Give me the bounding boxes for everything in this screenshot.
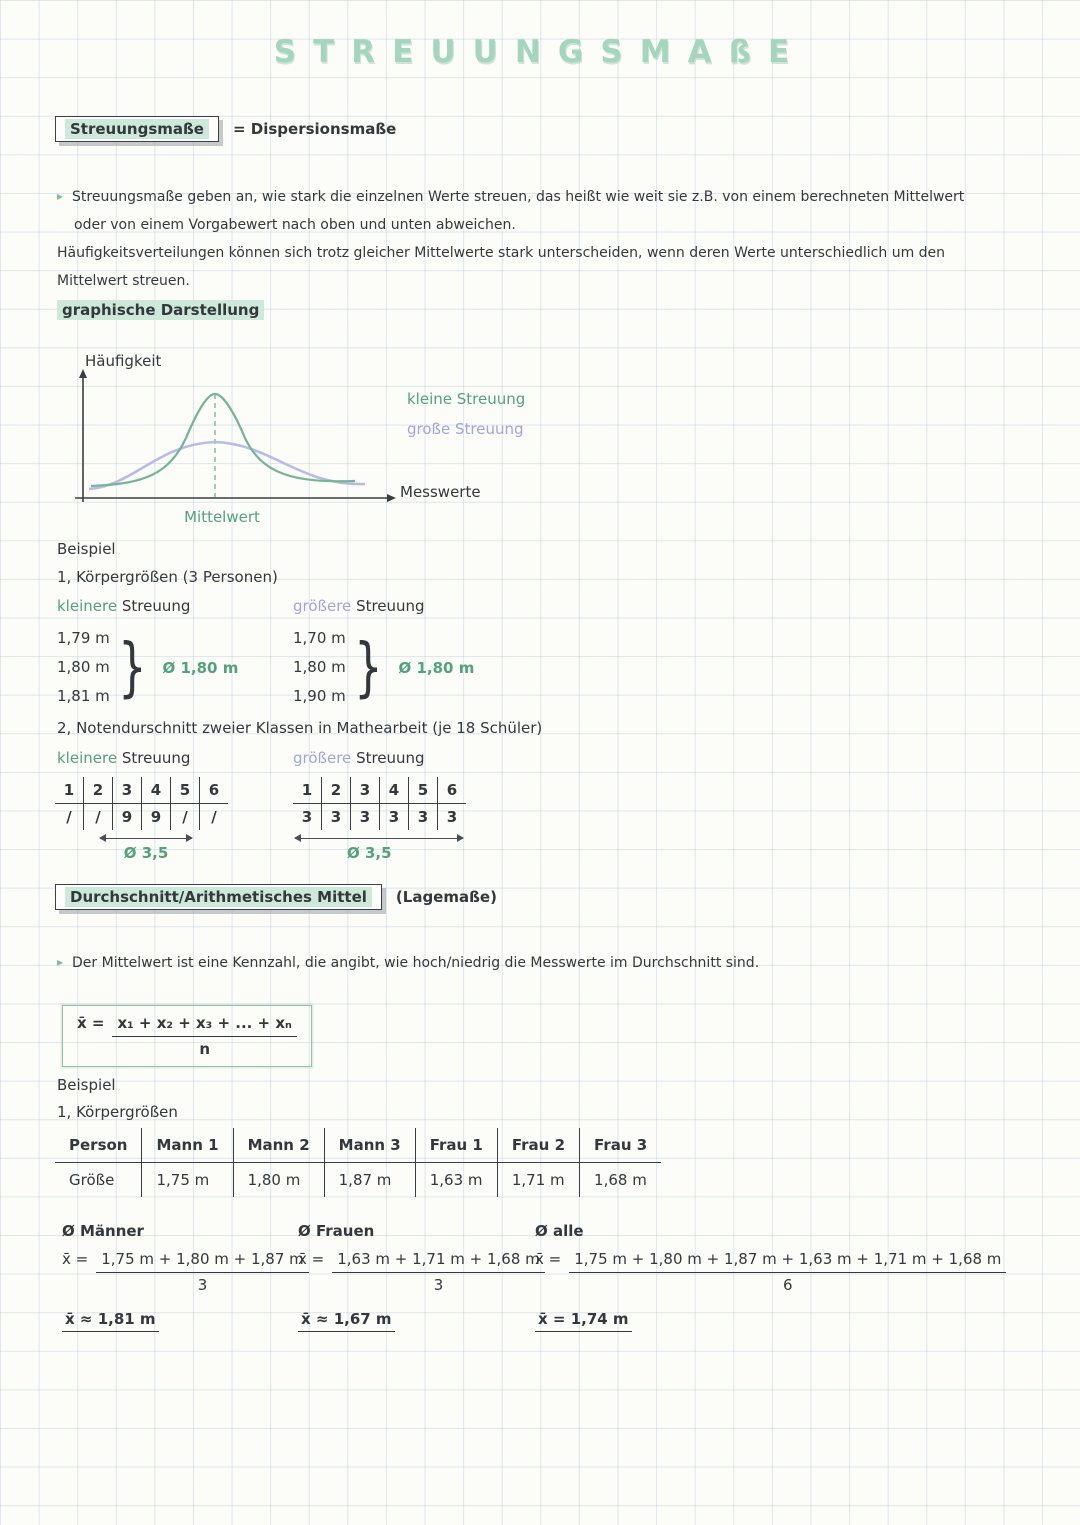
bullet-arrow-icon: ▸ bbox=[57, 189, 64, 203]
grades-count-row bbox=[293, 804, 466, 831]
calc-lhs: x̄ = bbox=[298, 1250, 325, 1268]
count-cell: 3 bbox=[380, 804, 409, 831]
average-left: Ø 1,80 m bbox=[162, 658, 239, 677]
calc-numerator: 1,63 m + 1,71 m + 1,68 m bbox=[332, 1250, 545, 1273]
grade-cell: 2 bbox=[84, 777, 113, 804]
height-value: 1,70 m bbox=[293, 629, 346, 647]
grade-cell: 6 bbox=[438, 777, 467, 804]
person-header: Mann 2 bbox=[233, 1128, 324, 1163]
example1-item1-title: 1, Körpergrößen (3 Personen) bbox=[57, 568, 278, 586]
brace-glyph: } bbox=[117, 630, 147, 705]
brace-glyph: } bbox=[353, 630, 383, 705]
calc-denominator: 3 bbox=[197, 1276, 208, 1294]
count-cell: 3 bbox=[438, 804, 467, 831]
x-axis-arrowhead bbox=[387, 494, 396, 502]
label-small-spread-1: kleinere Streuung bbox=[57, 597, 191, 615]
y-axis-label: Häufigkeit bbox=[85, 352, 162, 370]
grade-average-right: Ø 3,5 bbox=[347, 844, 392, 862]
grades-table-right bbox=[293, 777, 466, 830]
height-cell: 1,75 m bbox=[142, 1163, 233, 1198]
para2-line1: Häufigkeitsverteilungen können sich trotz gleicher Mittelwerte stark unterscheiden, wenn deren Werte unterschiedlich um den bbox=[57, 245, 946, 261]
label-large-spread-2: größere Streuung bbox=[293, 749, 425, 767]
calc-title: Ø Frauen bbox=[298, 1222, 375, 1240]
grade-cell: 5 bbox=[171, 777, 200, 804]
section2-heading-box bbox=[55, 884, 382, 910]
count-cell: 3 bbox=[409, 804, 438, 831]
mean-label: Mittelwert bbox=[184, 508, 260, 526]
section1-heading: Streuungsmaße bbox=[65, 119, 209, 139]
calc-result: x̄ ≈ 1,81 m bbox=[62, 1310, 159, 1332]
person-header: Frau 3 bbox=[580, 1128, 662, 1163]
height-cell: 1,80 m bbox=[233, 1163, 324, 1198]
calc-denominator: 3 bbox=[433, 1276, 444, 1294]
calc-men bbox=[62, 1222, 309, 1332]
section2-heading: Durchschnitt/Arithmetisches Mittel bbox=[65, 887, 372, 907]
grades-header-row bbox=[293, 777, 466, 804]
section1-heading-box bbox=[55, 116, 219, 142]
height-cell: 1,71 m bbox=[497, 1163, 579, 1198]
section1-heading-suffix: = Dispersionsmaße bbox=[232, 120, 397, 138]
calc-women bbox=[298, 1222, 545, 1332]
section2-paragraph bbox=[57, 948, 1047, 977]
calc-lhs: x̄ = bbox=[62, 1250, 89, 1268]
grade-cell: 4 bbox=[142, 777, 171, 804]
calc-numerator: 1,75 m + 1,80 m + 1,87 m + 1,63 m + 1,71 m + 1,68 m bbox=[569, 1250, 1006, 1273]
height-value: 1,81 m bbox=[57, 687, 110, 705]
y-axis-arrowhead bbox=[79, 369, 87, 378]
grade-cell: 3 bbox=[351, 777, 380, 804]
height-value: 1,80 m bbox=[293, 658, 346, 676]
persons-header-row bbox=[55, 1128, 661, 1163]
calc-result: x̄ = 1,74 m bbox=[535, 1310, 632, 1332]
example2-item1-title: 1, Körpergrößen bbox=[57, 1103, 178, 1121]
grades-table-left bbox=[55, 777, 228, 830]
height-values-left bbox=[57, 624, 110, 711]
calc-equation bbox=[535, 1250, 1006, 1294]
average-right: Ø 1,80 m bbox=[398, 658, 475, 677]
calc-lhs: x̄ = bbox=[535, 1250, 562, 1268]
height-cell: 1,87 m bbox=[324, 1163, 415, 1198]
count-cell: / bbox=[171, 804, 200, 831]
person-header: Person bbox=[55, 1128, 142, 1163]
height-cell: 1,68 m bbox=[580, 1163, 662, 1198]
calc-equation bbox=[298, 1250, 545, 1294]
section2-heading-row bbox=[55, 884, 497, 910]
grades-header-row bbox=[55, 777, 228, 804]
row-label: Größe bbox=[69, 1171, 115, 1189]
label-large-spread-1: größere Streuung bbox=[293, 597, 425, 615]
double-arrow-icon bbox=[100, 838, 192, 839]
count-cell: 9 bbox=[113, 804, 142, 831]
grade-cell: 1 bbox=[293, 777, 322, 804]
distribution-figure bbox=[55, 338, 705, 538]
legend-small-spread: kleine Streuung bbox=[407, 390, 526, 408]
grade-cell: 1 bbox=[55, 777, 84, 804]
para1-line2: oder von einem Vorgabewert nach oben und unten abweichen. bbox=[74, 217, 516, 233]
grade-cell: 6 bbox=[200, 777, 229, 804]
count-cell: 3 bbox=[351, 804, 380, 831]
calc-fraction bbox=[96, 1250, 309, 1294]
grade-cell: 2 bbox=[322, 777, 351, 804]
avg-arrow-left-group bbox=[100, 832, 192, 862]
calc-result: x̄ ≈ 1,67 m bbox=[298, 1310, 395, 1332]
calc-all bbox=[535, 1222, 1006, 1332]
para2-line2: Mittelwert streuen. bbox=[57, 273, 190, 289]
formula-fraction bbox=[112, 1014, 296, 1058]
grade-cell: 5 bbox=[409, 777, 438, 804]
section1-heading-row bbox=[55, 116, 396, 142]
page-title: STREUUNGSMAßE bbox=[273, 34, 807, 70]
person-header: Mann 3 bbox=[324, 1128, 415, 1163]
mean-formula-box bbox=[62, 1005, 312, 1067]
avg-arrow-right-group bbox=[295, 832, 463, 862]
bullet-arrow-icon: ▸ bbox=[57, 955, 64, 969]
formula-denominator: n bbox=[199, 1040, 210, 1058]
calc-title: Ø Männer bbox=[62, 1222, 144, 1240]
label-small-spread-2: kleinere Streuung bbox=[57, 749, 191, 767]
persons-table bbox=[55, 1128, 661, 1197]
para1-line1: Streuungsmaße geben an, wie stark die einzelnen Werte streuen, das heißt wie weit sie z.B. von einem berechneten Mittelwert bbox=[72, 189, 965, 205]
legend-large-spread: große Streuung bbox=[407, 420, 524, 438]
x-axis-label: Messwerte bbox=[400, 483, 481, 501]
calc-title: Ø alle bbox=[535, 1222, 584, 1240]
persons-value-row bbox=[55, 1163, 661, 1198]
height-value: 1,90 m bbox=[293, 687, 346, 705]
person-header: Mann 1 bbox=[142, 1128, 233, 1163]
grade-average-left: Ø 3,5 bbox=[123, 844, 169, 862]
height-values-right bbox=[293, 624, 346, 711]
count-cell: / bbox=[66, 808, 72, 826]
distribution-chart bbox=[63, 366, 453, 526]
count-cell: 9 bbox=[142, 804, 171, 831]
count-cell: 3 bbox=[301, 808, 313, 826]
formula-numerator: x₁ + x₂ + x₃ + ... + xₙ bbox=[112, 1014, 296, 1037]
calc-equation bbox=[62, 1250, 309, 1294]
heights-left-group bbox=[57, 624, 238, 711]
double-arrow-icon bbox=[295, 838, 463, 839]
section2-heading-suffix: (Lagemaße) bbox=[395, 888, 497, 906]
count-cell: 3 bbox=[322, 804, 351, 831]
intro-paragraphs bbox=[57, 182, 1047, 295]
formula-lhs: x̄ = bbox=[77, 1014, 105, 1032]
person-header: Frau 2 bbox=[497, 1128, 579, 1163]
calc-denominator: 6 bbox=[783, 1276, 793, 1294]
count-cell: / bbox=[84, 804, 113, 831]
graph-section-heading: graphische Darstellung bbox=[57, 301, 264, 319]
person-header: Frau 1 bbox=[415, 1128, 497, 1163]
count-cell: / bbox=[200, 804, 229, 831]
grade-cell: 4 bbox=[380, 777, 409, 804]
example1-item2-title: 2, Notendurschnitt zweier Klassen in Mathearbeit (je 18 Schüler) bbox=[57, 719, 543, 737]
calc-fraction bbox=[332, 1250, 545, 1294]
grade-cell: 3 bbox=[113, 777, 142, 804]
calc-fraction bbox=[569, 1250, 1006, 1294]
height-value: 1,80 m bbox=[57, 658, 110, 676]
mean-definition-text: Der Mittelwert ist eine Kennzahl, die angibt, wie hoch/niedrig die Messwerte im Durchschnitt sind. bbox=[72, 955, 760, 971]
example2-heading: Beispiel bbox=[57, 1076, 116, 1094]
height-value: 1,79 m bbox=[57, 629, 110, 647]
small-spread-curve bbox=[91, 394, 355, 486]
height-cell: 1,63 m bbox=[415, 1163, 497, 1198]
heights-right-group bbox=[293, 624, 474, 711]
grades-count-row bbox=[55, 804, 228, 831]
paragraph-line bbox=[57, 182, 1047, 211]
calc-numerator: 1,75 m + 1,80 m + 1,87 m bbox=[96, 1250, 309, 1273]
example1-heading: Beispiel bbox=[57, 540, 116, 558]
